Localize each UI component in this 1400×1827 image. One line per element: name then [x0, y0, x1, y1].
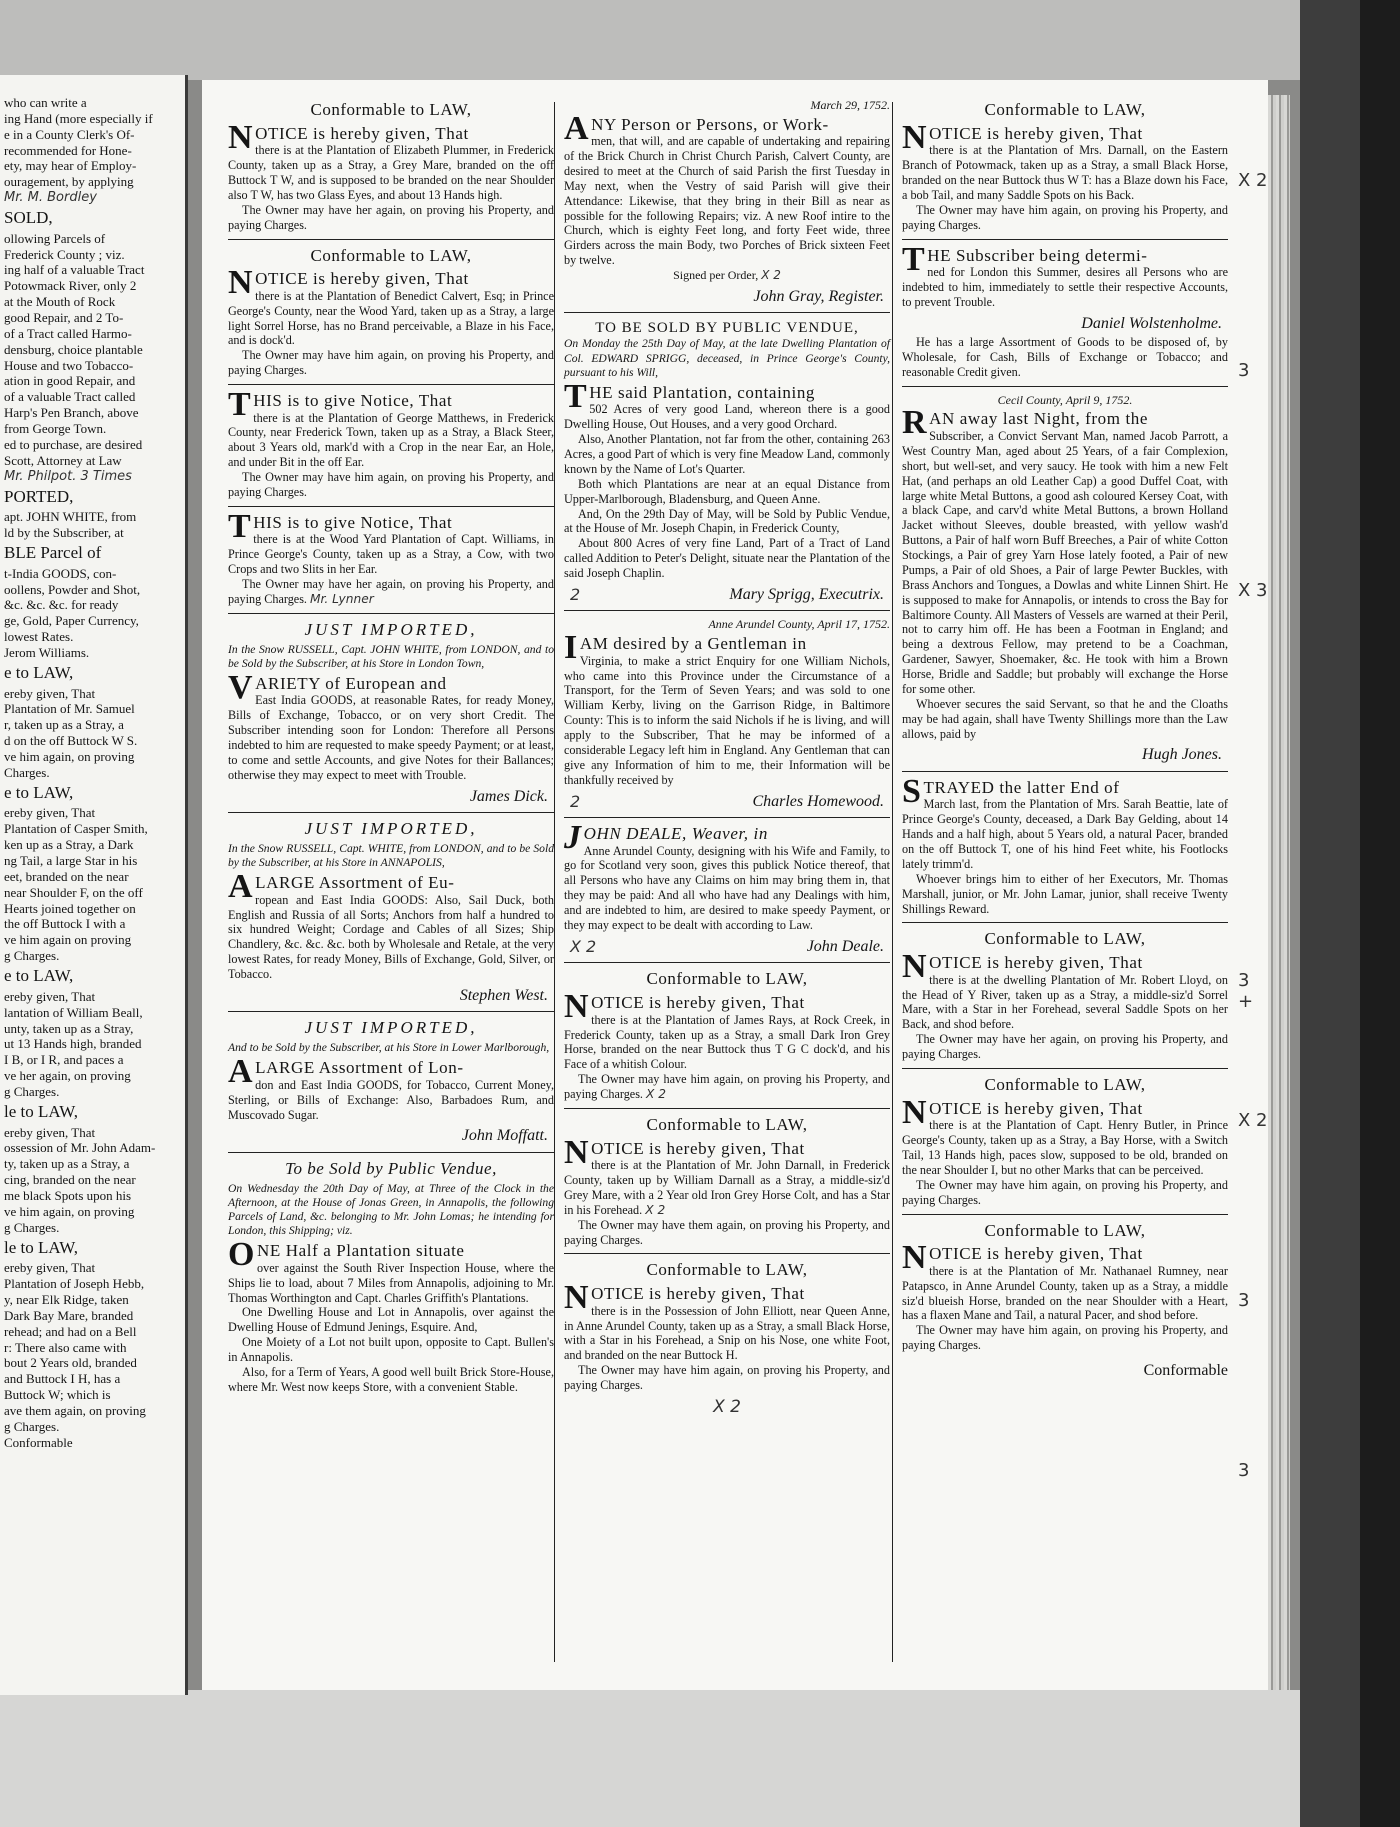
left-fragment-line: d on the off Buttock W S. [4, 733, 138, 749]
left-fragment-line: lantation of William Beall, [4, 1004, 143, 1020]
left-page-text [0, 75, 185, 1451]
notice-owner: The Owner may have him again, on proving his Property, and paying Charges. [902, 1177, 1228, 1207]
notice-header: Conformable to LAW, [984, 100, 1146, 119]
ad-lede: RAN away last Night, from the [902, 404, 1149, 442]
handwritten-mark: X 2 [646, 1087, 667, 1101]
left-fragment-line: bout 2 Years old, branded [4, 1355, 137, 1371]
ad-signer: Charles Homewood. [752, 792, 884, 810]
ad-paragraph: And, On the 29th Day of May, will be Sold by Public Vendue, at the House of Mr. Joseph Chapin, in Frederick County, [564, 506, 890, 536]
ad-lede: ANY Person or Persons, or Work- [564, 109, 829, 147]
left-fragment-line: me black Spots upon his [4, 1187, 132, 1203]
ad-body: ropean and East India GOODS: Also, Sail Duck, both English and Russia of all Sorts; Anchors from half a hundred to six hundred Weight; Cordage and Cables of all Sizes; Ship Chandlery, &c. &c. &c. both by Wholesale and Retale, at the very lowest Rates, for ready Money, Bills of Exchange, Gold, Silver, or Tobacco. [228, 892, 554, 982]
handwritten-note: Mr. M. Bordley [4, 190, 97, 206]
handwritten-mark: X 2 [713, 1396, 741, 1417]
notice-lede: NOTICE is hereby given, That [228, 264, 469, 302]
left-fragment-line: &c. &c. &c. for ready [4, 597, 119, 613]
notice-darnall [564, 1115, 890, 1248]
ad-divider [228, 1011, 554, 1012]
ad-divider [228, 239, 554, 240]
ad-signer: James Dick. [469, 787, 548, 805]
left-fragment-line: ve her again, on proving [4, 1068, 131, 1084]
notice-header: Conformable to LAW, [984, 1220, 1146, 1240]
notice-lede: NOTICE is hereby given, That [902, 118, 1143, 156]
left-fragment-line: Conformable [4, 1434, 73, 1450]
left-fragment-line: Plantation of Joseph Hebb, [4, 1276, 145, 1292]
ad-paragraph: Also, for a Term of Years, A good well built Brick Store-House, where Mr. West now keeps Store, with a convenient Stable. [228, 1364, 554, 1394]
notice-lede: NOTICE is hereby given, That [564, 1279, 805, 1317]
left-fragment-line: Potowmack River, only 2 [4, 278, 137, 294]
ad-signer: Daniel Wolstenholme. [1081, 314, 1222, 332]
left-fragment-line: Harp's Pen Branch, above [4, 405, 139, 421]
ad-nichols-enquiry [564, 617, 890, 811]
notice-lede: NOTICE is hereby given, That [902, 948, 1143, 986]
left-fragment-line: e to LAW, [4, 782, 74, 802]
scan-backdrop-bottom [0, 1690, 1400, 1827]
scan-backdrop-top [0, 0, 1400, 80]
left-fragment-line: Hearts joined together on [4, 900, 136, 916]
ad-title: TO BE SOLD BY PUBLIC VENDUE, [595, 320, 859, 337]
ad-lede: ALARGE Assortment of Eu- [228, 868, 455, 906]
notice-header: Conformable to LAW, [984, 1074, 1146, 1094]
left-fragment-line: e to LAW, [4, 966, 74, 986]
ad-signer: Hugh Jones. [1142, 746, 1222, 764]
notice-owner: The Owner may have him again, on proving his Property, and paying Charges. [902, 202, 1228, 232]
ad-subtitle: In the Snow RUSSELL, Capt. WHITE, from LONDON, and to be Sold by the Subscriber, at his Store in ANNAPOLIS, [228, 841, 554, 869]
ad-divider [902, 1214, 1228, 1215]
left-fragment-line: ave them again, on proving [4, 1403, 146, 1419]
margin-mark: 3 [1238, 360, 1250, 381]
left-fragment-line: e to LAW, [4, 662, 74, 682]
ad-lede: STRAYED the latter End of [902, 772, 1120, 810]
ad-title: JUST IMPORTED, [304, 1018, 478, 1038]
left-fragment-line: ng Tail, a large Star in his [4, 853, 138, 869]
ad-signer: Mary Sprigg, Executrix. [729, 585, 884, 603]
left-fragment-line: ed to purchase, are desired [4, 436, 143, 452]
ad-wolstenholme [902, 240, 1228, 380]
notice-body: there is at the Plantation of Benedict Calvert, Esq; in Prince George's County, near the Wood Yard, taken up as a Stray, a large light Sorrel Horse, has no Brand perceivable, a Blaze in his Face, and is dock'd. [228, 288, 554, 348]
ad-subtitle: On Wednesday the 20th Day of May, at Three of the Clock in the Afternoon, at the House of Jonas Green, in Annapolis, the following Parcels of Land, &c. belonging to Mr. John Lomas; he intending for London, this Shipping; viz. [228, 1181, 554, 1238]
left-fragment-line: cing, branded on the near [4, 1172, 136, 1188]
notice-owner: The Owner may have him again, on proving his Property, and paying Charges. [228, 470, 554, 499]
left-fragment-line: ing half of a valuable Tract [4, 262, 145, 278]
ad-date: March 29, 1752. [810, 98, 890, 112]
left-fragment-line: le to LAW, [4, 1237, 79, 1257]
ad-body: Anne Arundel County, designing with his Wife and Family, to go for Scotland very soon, gives this publick Notice thereof, that all Persons who have any Claims on him may bring them in, that they may be paid: And all who have had any Dealings with him, and are indebted to him, are desired to make speedy Payment, or they may expect to be dealt with according to Law. [564, 843, 890, 932]
ad-body: Subscriber, a Convict Servant Man, named Jacob Parrott, a West Country Man, aged about 25 Years, of a fair Complexion, short, but well-set, and very saucy. He took with him a new Felt Hat, (and perhaps an old Leather Cap) a good Duffel Coat, with large white Metal Buttons, a good ash coloured Kersey Coat, with a black Cape, and carv'd white Metal Buttons, a brown Holland Jacket without Sleeves, double breasted, with yellow wash'd Buttons, a Pair of half worn Buff Breeches, a Pair of white Cotton Stockings, a Pair of grey Yarn Hose lately footed, a Pair of new Pumps, a Pair of old Shoes, a Pair of large Pewter Buckles, with Brass Anchors and Tongues, a Dowlas and white Linnen Shirt. He is supposed to make for Annapolis, or intends to cross the Bay for Baltimore County. All Masters of Vessels are warned at their Peril, not to carry him off. He has been a Footman in England; and being a dextrous Fellow, may pretend to be a Coachman, Gardener, Sawyer, Shoemaker, &c. He took with him a Brown Horse, Bridle and Saddle; but probably will exchange the Horse for some other. [902, 429, 1228, 696]
ad-divider [564, 817, 890, 818]
handwritten-mark: 2 [570, 584, 581, 604]
left-fragment-line: Plantation of Mr. Samuel [4, 701, 135, 717]
left-fragment-line: oollens, Powder and Shot, [4, 581, 141, 597]
ad-subtitle: And to be Sold by the Subscriber, at his Store in Lower Marlborough, [228, 1041, 550, 1055]
ad-lede: THE Subscriber being determi- [902, 240, 1148, 278]
left-fragment-line: e in a County Clerk's Of- [4, 126, 135, 142]
notice-body: there is at the Plantation of George Matthews, in Frederick County, near Frederick Town, taken up as a Stray, a Black Steer, about 3 Years old, mark'd with a Crop in the near Ear, an Hole, and under Bit in the off Ear. [228, 410, 554, 470]
catchword: Conformable [1143, 1362, 1228, 1380]
left-fragment-line: Plantation of Casper Smith, [4, 821, 148, 837]
ad-lede: THE said Plantation, containing [564, 377, 816, 415]
notice-butler [902, 1075, 1228, 1208]
notice-body: there is at the Plantation of Mr. John Darnall, in Frederick County, taken up by William Darnall as a Stray, a middle-siz'd Grey Mare, with a 2 Year old Iron Grey Horse Colt, and has a Star in his Forehead. X 2 [564, 1158, 890, 1217]
left-fragment-line: r, taken up as a Stray, a [4, 717, 124, 733]
notice-owner: The Owner may have him again, on proving his Property, and paying Charges. [902, 1323, 1228, 1353]
left-fragment-line: ve him again on proving [4, 932, 132, 948]
left-fragment-line: of a valuable Tract called [4, 389, 136, 405]
ad-date: Cecil County, April 9, 1752. [997, 392, 1133, 407]
column-left [228, 98, 554, 1401]
ad-divider [902, 386, 1228, 387]
handwritten-mark: X 2 [570, 936, 597, 956]
left-fragment-line: ut 13 Hands high, branded [4, 1036, 142, 1052]
notice-header: Conformable to LAW, [646, 969, 808, 989]
ad-john-deale [564, 819, 890, 956]
ad-paragraph: About 800 Acres of very fine Land, Part of a Tract of Land called Addition to Peter's Delight, situate near the Plantation of the said Joseph Chaplin. [564, 536, 890, 581]
notice-lede: THIS is to give Notice, That [228, 507, 453, 545]
left-fragment-line: r: There also came with [4, 1339, 127, 1355]
left-fragment-line: ety, may hear of Employ- [4, 158, 137, 174]
margin-mark: 3 [1238, 1460, 1250, 1481]
notice-owner: The Owner may have her again, on proving his Property, and paying Charges. [228, 202, 554, 232]
ad-lede: JOHN DEALE, Weaver, in [564, 819, 768, 857]
left-fragment-line: g Charges. [4, 1418, 60, 1434]
ad-stephen-west [228, 819, 554, 1005]
left-fragment-line: House and two Tobacco- [4, 357, 134, 373]
ad-lede: ONE Half a Plantation situate [228, 1236, 465, 1274]
left-fragment-line: Buttock W; which is [4, 1387, 111, 1403]
margin-mark: X 3 [1238, 580, 1268, 601]
ad-subtitle: In the Snow RUSSELL, Capt. JOHN WHITE, from LONDON, and to be Sold by the Subscriber, at his Store in London Town, [228, 642, 554, 670]
left-fragment-line: le to LAW, [4, 1101, 79, 1121]
left-fragment-line: ereby given, That [4, 805, 96, 821]
ad-divider [564, 962, 890, 963]
ad-lede: IAM desired by a Gentleman in [564, 629, 807, 667]
notice-matthews [228, 386, 554, 500]
notice-body: there is in the Possession of John Elliott, near Queen Anne, in Anne Arundel County, taken up as a Stray, a small Black Horse, with a Star in his Forehead, a Snip on his Nose, one white Foot, and branded on the near Buttock H. [564, 1303, 890, 1363]
notice-body: there is at the Wood Yard Plantation of Capt. Williams, in Prince George's County, taken up as a Stray, a Cow, with two Crops and two Slits in her Ear. [228, 532, 554, 577]
notice-mrs-darnall [902, 100, 1228, 233]
left-fragment-line: ld by the Subscriber, at [4, 525, 124, 541]
margin-mark: 3 + [1238, 970, 1254, 1012]
notice-lloyd [902, 929, 1228, 1062]
ad-body: East India GOODS, at reasonable Rates, for ready Money, Bills of Exchange, Tobacco, or on very short Credit. The Subscriber intending soon for London: Therefore all Persons indebted to him are requested to make speedy Payment; or at least, to come and settle Accounts, and give Notes for their Ballances; otherwise they may expect to meet with Trouble. [228, 693, 554, 782]
ad-lede: ALARGE Assortment of Lon- [228, 1053, 464, 1091]
notice-body: there is at the Plantation of Mrs. Darnall, on the Eastern Branch of Potowmack, taken up as a Stray, a small Black Horse, branded on the near Buttock thus W T: has a Blaze down his Face, a bob Tail, and many Saddle Spots on his Back. [902, 143, 1228, 202]
left-fragment-line: SOLD, [4, 208, 53, 228]
ad-divider [902, 922, 1228, 923]
notice-header: Conformable to LAW, [646, 1114, 808, 1134]
notice-owner: The Owner may have him again, on proving his Property, and paying Charges. [564, 1363, 890, 1393]
notice-williams [228, 507, 554, 607]
ad-signer: Stephen West. [459, 986, 548, 1004]
left-fragment-line: g Charges. [4, 1083, 60, 1099]
ad-james-dick [228, 620, 554, 806]
ad-date: Anne Arundel County, April 17, 1752. [708, 617, 890, 632]
left-fragment-line: ty, taken up as a Stray, a [4, 1156, 130, 1172]
notice-lede: NOTICE is hereby given, That [228, 118, 469, 156]
left-fragment-line: t-India GOODS, con- [4, 565, 117, 581]
left-fragment-line: BLE Parcel of [4, 542, 102, 562]
left-fragment-line: ken up as a Stray, a Dark [4, 837, 134, 853]
notice-body: there is at the Plantation of Elizabeth Plummer, in Frederick County, taken up as a Stray, a Grey Mare, branded on the off Buttock T W, and is supposed to be branded on the near Shoulder also T W, has two Glass Eyes, and about 13 Hands high. [228, 143, 554, 202]
book-spine-shadow [1360, 0, 1400, 1827]
notice-body: there is at the Plantation of Mr. Nathanael Rumney, near Patapsco, in Anne Arundel County, taken up as a Stray, a middle siz'd blueish Horse, branded on the near Shoulder with a Heart, has a flaxen Mane and Tail, a natural Pacer, and shod before. [902, 1263, 1228, 1323]
margin-mark: X 2 [1238, 1110, 1268, 1131]
ad-sprigg-vendue [564, 319, 890, 604]
ad-lede: VARIETY of European and [228, 668, 447, 706]
ad-paragraph: He has a large Assortment of Goods to be disposed of, by Wholesale, for Cash, Bills of Exchange or Tobacco; and reasonable Credit given. [902, 335, 1228, 379]
ad-title: JUST IMPORTED, [304, 619, 478, 639]
notice-plummer [228, 100, 554, 233]
notice-lede: NOTICE is hereby given, That [902, 1239, 1143, 1277]
notice-rumney [902, 1221, 1228, 1354]
ad-divider [228, 384, 554, 385]
notice-body: there is at the dwelling Plantation of Mr. Robert Lloyd, on the Head of Y River, taken up as a Stray, a middle-siz'd Sorrel Mare, with a Star in her Forehead, several Saddle Spots on her Back, and shod before. [902, 972, 1228, 1032]
ad-paragraph: One Moiety of a Lot not built upon, opposite to Capt. Bullen's in Annapolis. [228, 1335, 554, 1365]
notice-owner: The Owner may have them again, on proving his Property, and paying Charges. [564, 1217, 890, 1247]
ad-divider [228, 613, 554, 614]
left-fragment-line: ollowing Parcels of [4, 230, 106, 246]
ad-signer: John Moffatt. [461, 1127, 548, 1145]
handwritten-mark: X 2 [645, 1202, 666, 1217]
ad-signer-row [570, 937, 884, 957]
handwritten-note: Mr. Lynner [310, 591, 374, 606]
left-fragment-line: good Repair, and 2 To- [4, 310, 124, 326]
left-fragment-line: of a Tract called Harmo- [4, 325, 132, 341]
left-fragment-line: I B, or I R, and paces a [4, 1052, 124, 1068]
left-fragment-line: g Charges. [4, 1219, 60, 1235]
ad-divider [902, 1068, 1228, 1069]
ad-divider [228, 1152, 554, 1153]
left-fragment-line: Scott, Attorney at Law [4, 452, 122, 468]
notice-owner: The Owner may have him again, on proving his Property, and paying Charges. X 2 [564, 1072, 890, 1101]
ad-body: Virginia, to make a strict Enquiry for one William Nichols, who came into this Province under the Circumstance of a Transport, for the Term of Seven Years; and was sold to one William Kerby, living on the Garrison Ridge, in Baltimore County: This is to inform the said Nichols if he is living, and will apply to the Subscriber, That he may be informed of a considerable Legacy left him in England. Any Gentleman that can give any Information of him to me, their Information will be thankfully received by [564, 653, 890, 787]
notice-owner: The Owner may have him again, on proving his Property, and paying Charges. [228, 348, 554, 378]
left-fragment-line: ge, Gold, Paper Currency, [4, 613, 139, 629]
handwritten-mark: X 2 [761, 268, 781, 283]
ad-body: ned for London this Summer, desires all Persons who are indebted to him, immediately to settle their respective Accounts, to prevent Trouble. [902, 265, 1228, 309]
notice-rays [564, 969, 890, 1102]
notice-elliott [564, 1260, 890, 1417]
left-fragment-line: ereby given, That [4, 1260, 96, 1276]
column-rule [554, 102, 555, 1662]
left-fragment-line: eet, branded on the near [4, 868, 129, 884]
newspaper-page [202, 80, 1268, 1690]
notice-lede: NOTICE is hereby given, That [564, 1133, 805, 1171]
ad-runaway-parrott [902, 393, 1228, 765]
left-fragment-line: g Charges. [4, 948, 60, 964]
ad-divider [902, 771, 1228, 772]
ad-john-moffatt [228, 1018, 554, 1146]
left-fragment-line: ve him again, on proving [4, 1203, 135, 1219]
left-fragment-line: rehead; and had on a Bell [4, 1323, 137, 1339]
notice-header: Conformable to LAW, [310, 100, 472, 119]
left-fragment-line: ereby given, That [4, 1124, 96, 1140]
ad-signer-row [570, 792, 884, 812]
left-fragment-line: unty, taken up as a Stray, [4, 1020, 134, 1036]
ad-divider [564, 610, 890, 611]
margin-mark: X 2 [1238, 170, 1268, 191]
ad-body: 502 Acres of very good Land, whereon there is a good Dwelling House, Out Houses, and a very good Orchard. [564, 402, 890, 432]
left-fragment-line: ing Hand (more especially if [4, 110, 153, 126]
ad-christ-church-repairs [564, 98, 890, 306]
notice-calvert [228, 246, 554, 379]
ad-signer: John Deale. [806, 937, 884, 955]
column-middle [564, 98, 890, 1424]
left-fragment-line: apt. JOHN WHITE, from [4, 509, 137, 525]
left-fragment-line: Frederick County ; viz. [4, 246, 125, 262]
ad-body: March last, from the Plantation of Mrs. Sarah Beattie, late of Prince George's County, deceased, a Dark Bay Gelding, about 14 Hands and a half high, about 5 Years old, a natural Pacer, branded on the off Buttock T, one of his hind Feet white, his Footlocks lately trimm'd. [902, 797, 1228, 871]
column-rule [892, 102, 893, 1662]
notice-owner: The Owner may have her again, on proving his Property, and paying Charges. Mr. Lynner [228, 577, 554, 606]
ad-divider [228, 506, 554, 507]
ad-divider [564, 312, 890, 313]
left-fragment-line: and Buttock I H, has a [4, 1371, 121, 1387]
left-fragment-line: ereby given, That [4, 685, 96, 701]
ad-signer-row [570, 585, 884, 605]
left-fragment-line: PORTED, [4, 486, 74, 506]
notice-lede: THIS is to give Notice, That [228, 386, 453, 424]
notice-header: Conformable to LAW, [646, 1260, 808, 1280]
left-fragment-line: Charges. [4, 764, 50, 780]
left-fragment-line: ation in good Repair, and [4, 373, 136, 389]
notice-header: Conformable to LAW, [984, 929, 1146, 949]
notice-lede: NOTICE is hereby given, That [902, 1093, 1143, 1131]
ad-strayed-gelding [902, 772, 1228, 917]
ad-paragraph: Both which Plantations are near at an equal Distance from Upper-Marlborough, Bladensburg, and Queen Anne. [564, 476, 890, 506]
ad-title: To be Sold by Public Vendue, [285, 1159, 497, 1178]
ad-paragraph: One Dwelling House and Lot in Annapolis, over against the Dwelling House of Edmund Jenings, Esquire. And, [228, 1305, 554, 1335]
ad-paragraph: Whoever brings him to either of her Executors, Mr. Thomas Marshall, junior, or Mr. John Lamar, junior, shall receive Twenty Shillings Reward. [902, 871, 1228, 916]
left-fragment-line: recommended for Hone- [4, 142, 132, 158]
left-fragment-line: the off Buttock I with a [4, 916, 126, 932]
left-page-fragment [0, 75, 188, 1695]
notice-header: Conformable to LAW, [310, 245, 472, 265]
left-fragment-line: Jerom Williams. [4, 644, 90, 660]
handwritten-mark: 2 [570, 791, 581, 811]
ad-divider [902, 239, 1228, 240]
notice-owner: The Owner may have her again, on proving his Property, and paying Charges. [902, 1032, 1228, 1062]
ad-body: over against the South River Inspection House, where the Ships lie to load, about 7 Miles from Annapolis, adjoining to Mr. Thomas Worthington and Capt. Charles Griffith's Plantations. [228, 1260, 554, 1305]
ad-lomas-vendue [228, 1159, 554, 1395]
left-fragment-line: ouragement, by applying [4, 174, 134, 190]
left-fragment-line: ossession of Mr. John Adam- [4, 1140, 156, 1156]
handwritten-note: Mr. Philpot. 3 Times [4, 468, 132, 484]
ad-body: men, that will, and are capable of undertaking and repairing of the Brick Church in Christ Church Parish, Calvert County, are desired to meet at the Church of said Parish the first Tuesday in May next, when the Vestry of said Parish will give their Attendance: Likewise, that they bring in their Bill as near as possible for the following Repairs; viz. A new Roof intire to the Church, which is eighty Feet long, and forty Feet wide, three Girders across the main Body, two Porches of Brick sixteen Feet by twelve. [564, 134, 890, 268]
notice-body: there is at the Plantation of James Rays, at Rock Creek, in Frederick County, taken up as a Stray, a small Dark Iron Grey Horse, branded on the near Buttock thus T G C dock'd, and his Face of a whitish Colour. [564, 1012, 890, 1072]
ad-subtitle: On Monday the 25th Day of May, at the late Dwelling Plantation of Col. EDWARD SPRIGG, deceased, in Prince George's County, pursuant to his Will, [564, 337, 890, 379]
left-fragment-line: from George Town. [4, 421, 107, 437]
margin-mark: 3 [1238, 1290, 1250, 1311]
ad-divider [228, 812, 554, 813]
column-right [902, 98, 1228, 1381]
ad-body: don and East India GOODS, for Tobacco, Current Money, Sterling, or Bills of Exchange: Also, Barbadoes Rum, and Muscovado Sugar. [228, 1077, 554, 1122]
left-fragment-line: lowest Rates. [4, 629, 74, 645]
left-fragment-line: near Shoulder F, on the off [4, 884, 143, 900]
left-fragment-line: ve him again, on proving [4, 749, 135, 765]
left-fragment-line: Dark Bay Mare, branded [4, 1307, 134, 1323]
left-fragment-line: ereby given, That [4, 988, 96, 1004]
left-fragment-line: at the Mouth of Rock [4, 294, 116, 310]
ad-signed-line: Signed per Order, X 2 [673, 268, 781, 283]
notice-lede: NOTICE is hereby given, That [564, 988, 805, 1026]
ad-divider [564, 1108, 890, 1109]
ad-divider [564, 1253, 890, 1254]
left-fragment-line: densburg, choice plantable [4, 341, 143, 357]
ad-paragraph: Whoever secures the said Servant, so that he and the Cloaths may be had again, shall have Twenty Shillings more than the Law allows, paid by [902, 696, 1228, 741]
left-fragment-line: who can write a [4, 95, 87, 110]
ad-title: JUST IMPORTED, [304, 819, 478, 839]
ad-paragraph: Also, Another Plantation, not far from the other, containing 263 Acres, a good Part of which is very fine Meadow Land, commonly known by the Name of Lot's Quarter. [564, 432, 890, 476]
ad-signer: John Gray, Register. [753, 287, 884, 305]
notice-body: there is at the Plantation of Capt. Henry Butler, in Prince George's County, taken up as a Stray, a Bay Horse, with a Switch Tail, 13 Hands high, paces slow, supposed to be old, branded on the near Shoulder I, but no other Marks that can be perceived. [902, 1118, 1228, 1177]
left-fragment-line: y, near Elk Ridge, taken [4, 1292, 129, 1308]
